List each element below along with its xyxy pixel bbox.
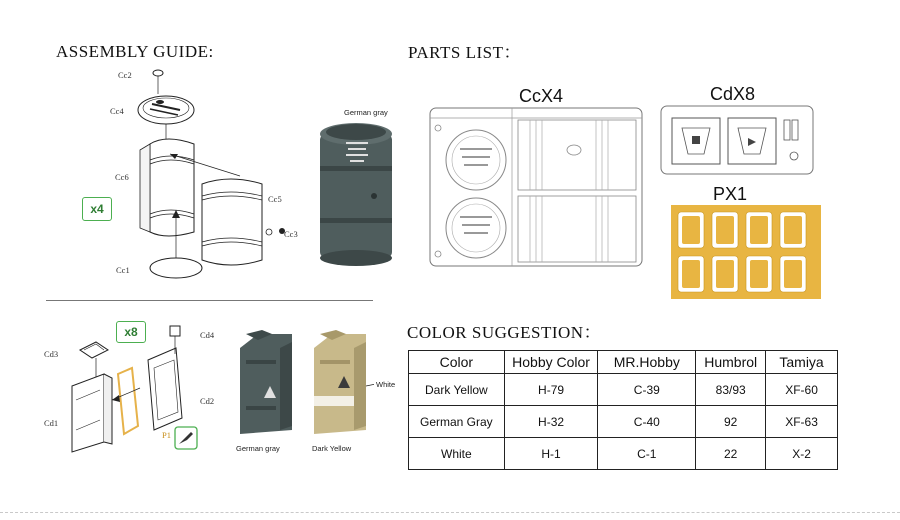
part-label-cd1: Cd1 xyxy=(44,418,59,428)
humbrol-cell: 92 xyxy=(696,406,766,438)
photoetch-px-label: PX1 xyxy=(713,184,748,204)
color-name-cell: Dark Yellow xyxy=(409,374,505,406)
part-label-cd3: Cd3 xyxy=(44,349,59,359)
hobby-color-cell: H-32 xyxy=(504,406,598,438)
part-label-cd4: Cd4 xyxy=(200,330,215,340)
part-label-cc3: Cc3 xyxy=(284,229,298,239)
col-header-mr-hobby: MR.Hobby xyxy=(598,351,696,374)
assembly-divider xyxy=(46,300,373,301)
sprue-cd-image xyxy=(658,102,816,178)
table-row xyxy=(409,406,838,438)
tamiya-cell: XF-60 xyxy=(766,374,838,406)
table-row xyxy=(409,438,838,470)
drum-color-label: German gray xyxy=(344,108,388,117)
table-header-row xyxy=(409,351,838,374)
hobby-color-cell: H-1 xyxy=(504,438,598,470)
painted-jerrycan-gray-image xyxy=(232,330,300,438)
jerrycan-yellow-label: Dark Yellow xyxy=(312,444,352,453)
part-label-cc2: Cc2 xyxy=(118,70,132,80)
mr-hobby-cell: C-40 xyxy=(598,406,696,438)
part-label-cc4: Cc4 xyxy=(110,106,124,116)
part-label-cc6: Cc6 xyxy=(115,172,129,182)
col-header-humbrol: Humbrol xyxy=(696,351,766,374)
col-header-tamiya: Tamiya xyxy=(766,351,838,374)
part-label-p1: P1 xyxy=(162,430,171,440)
col-header-hobby-color: Hobby Color xyxy=(504,351,598,374)
part-label-cd2: Cd2 xyxy=(200,396,215,406)
mr-hobby-cell: C-39 xyxy=(598,374,696,406)
tamiya-cell: X-2 xyxy=(766,438,838,470)
col-header-color: Color xyxy=(409,351,505,374)
photoetch-fret-image xyxy=(670,204,822,300)
tamiya-cell: XF-63 xyxy=(766,406,838,438)
painted-jerrycan-yellow-image xyxy=(306,330,374,438)
color-name-cell: German Gray xyxy=(409,406,505,438)
drum-exploded-diagram xyxy=(110,64,310,284)
part-label-cc5: Cc5 xyxy=(268,194,282,204)
page-bottom-border xyxy=(0,512,900,513)
table-row xyxy=(409,374,838,406)
assembly-guide-title: ASSEMBLY GUIDE: xyxy=(56,42,214,61)
hobby-color-cell: H-79 xyxy=(504,374,598,406)
parts-list-title: PARTS LIST： xyxy=(408,43,521,62)
jerrycan-white-label: White xyxy=(376,380,396,389)
drum-quantity-badge: x4 xyxy=(82,197,112,221)
knife-tool-icon xyxy=(174,426,198,450)
painted-drum-image xyxy=(316,118,396,268)
color-suggestion-table xyxy=(408,350,838,470)
color-suggestion-title: COLOR SUGGESTION： xyxy=(407,323,602,342)
jerrycan-quantity-badge: x8 xyxy=(116,321,146,343)
sprue-cc-image xyxy=(426,104,648,270)
sprue-cd-label: CdX8 xyxy=(710,84,756,104)
sprue-cc-label: CcX4 xyxy=(519,86,564,106)
jerrycan-gray-label: German gray xyxy=(236,444,280,453)
humbrol-cell: 83/93 xyxy=(696,374,766,406)
color-name-cell: White xyxy=(409,438,505,470)
part-label-cc1: Cc1 xyxy=(116,265,130,275)
humbrol-cell: 22 xyxy=(696,438,766,470)
mr-hobby-cell: C-1 xyxy=(598,438,696,470)
